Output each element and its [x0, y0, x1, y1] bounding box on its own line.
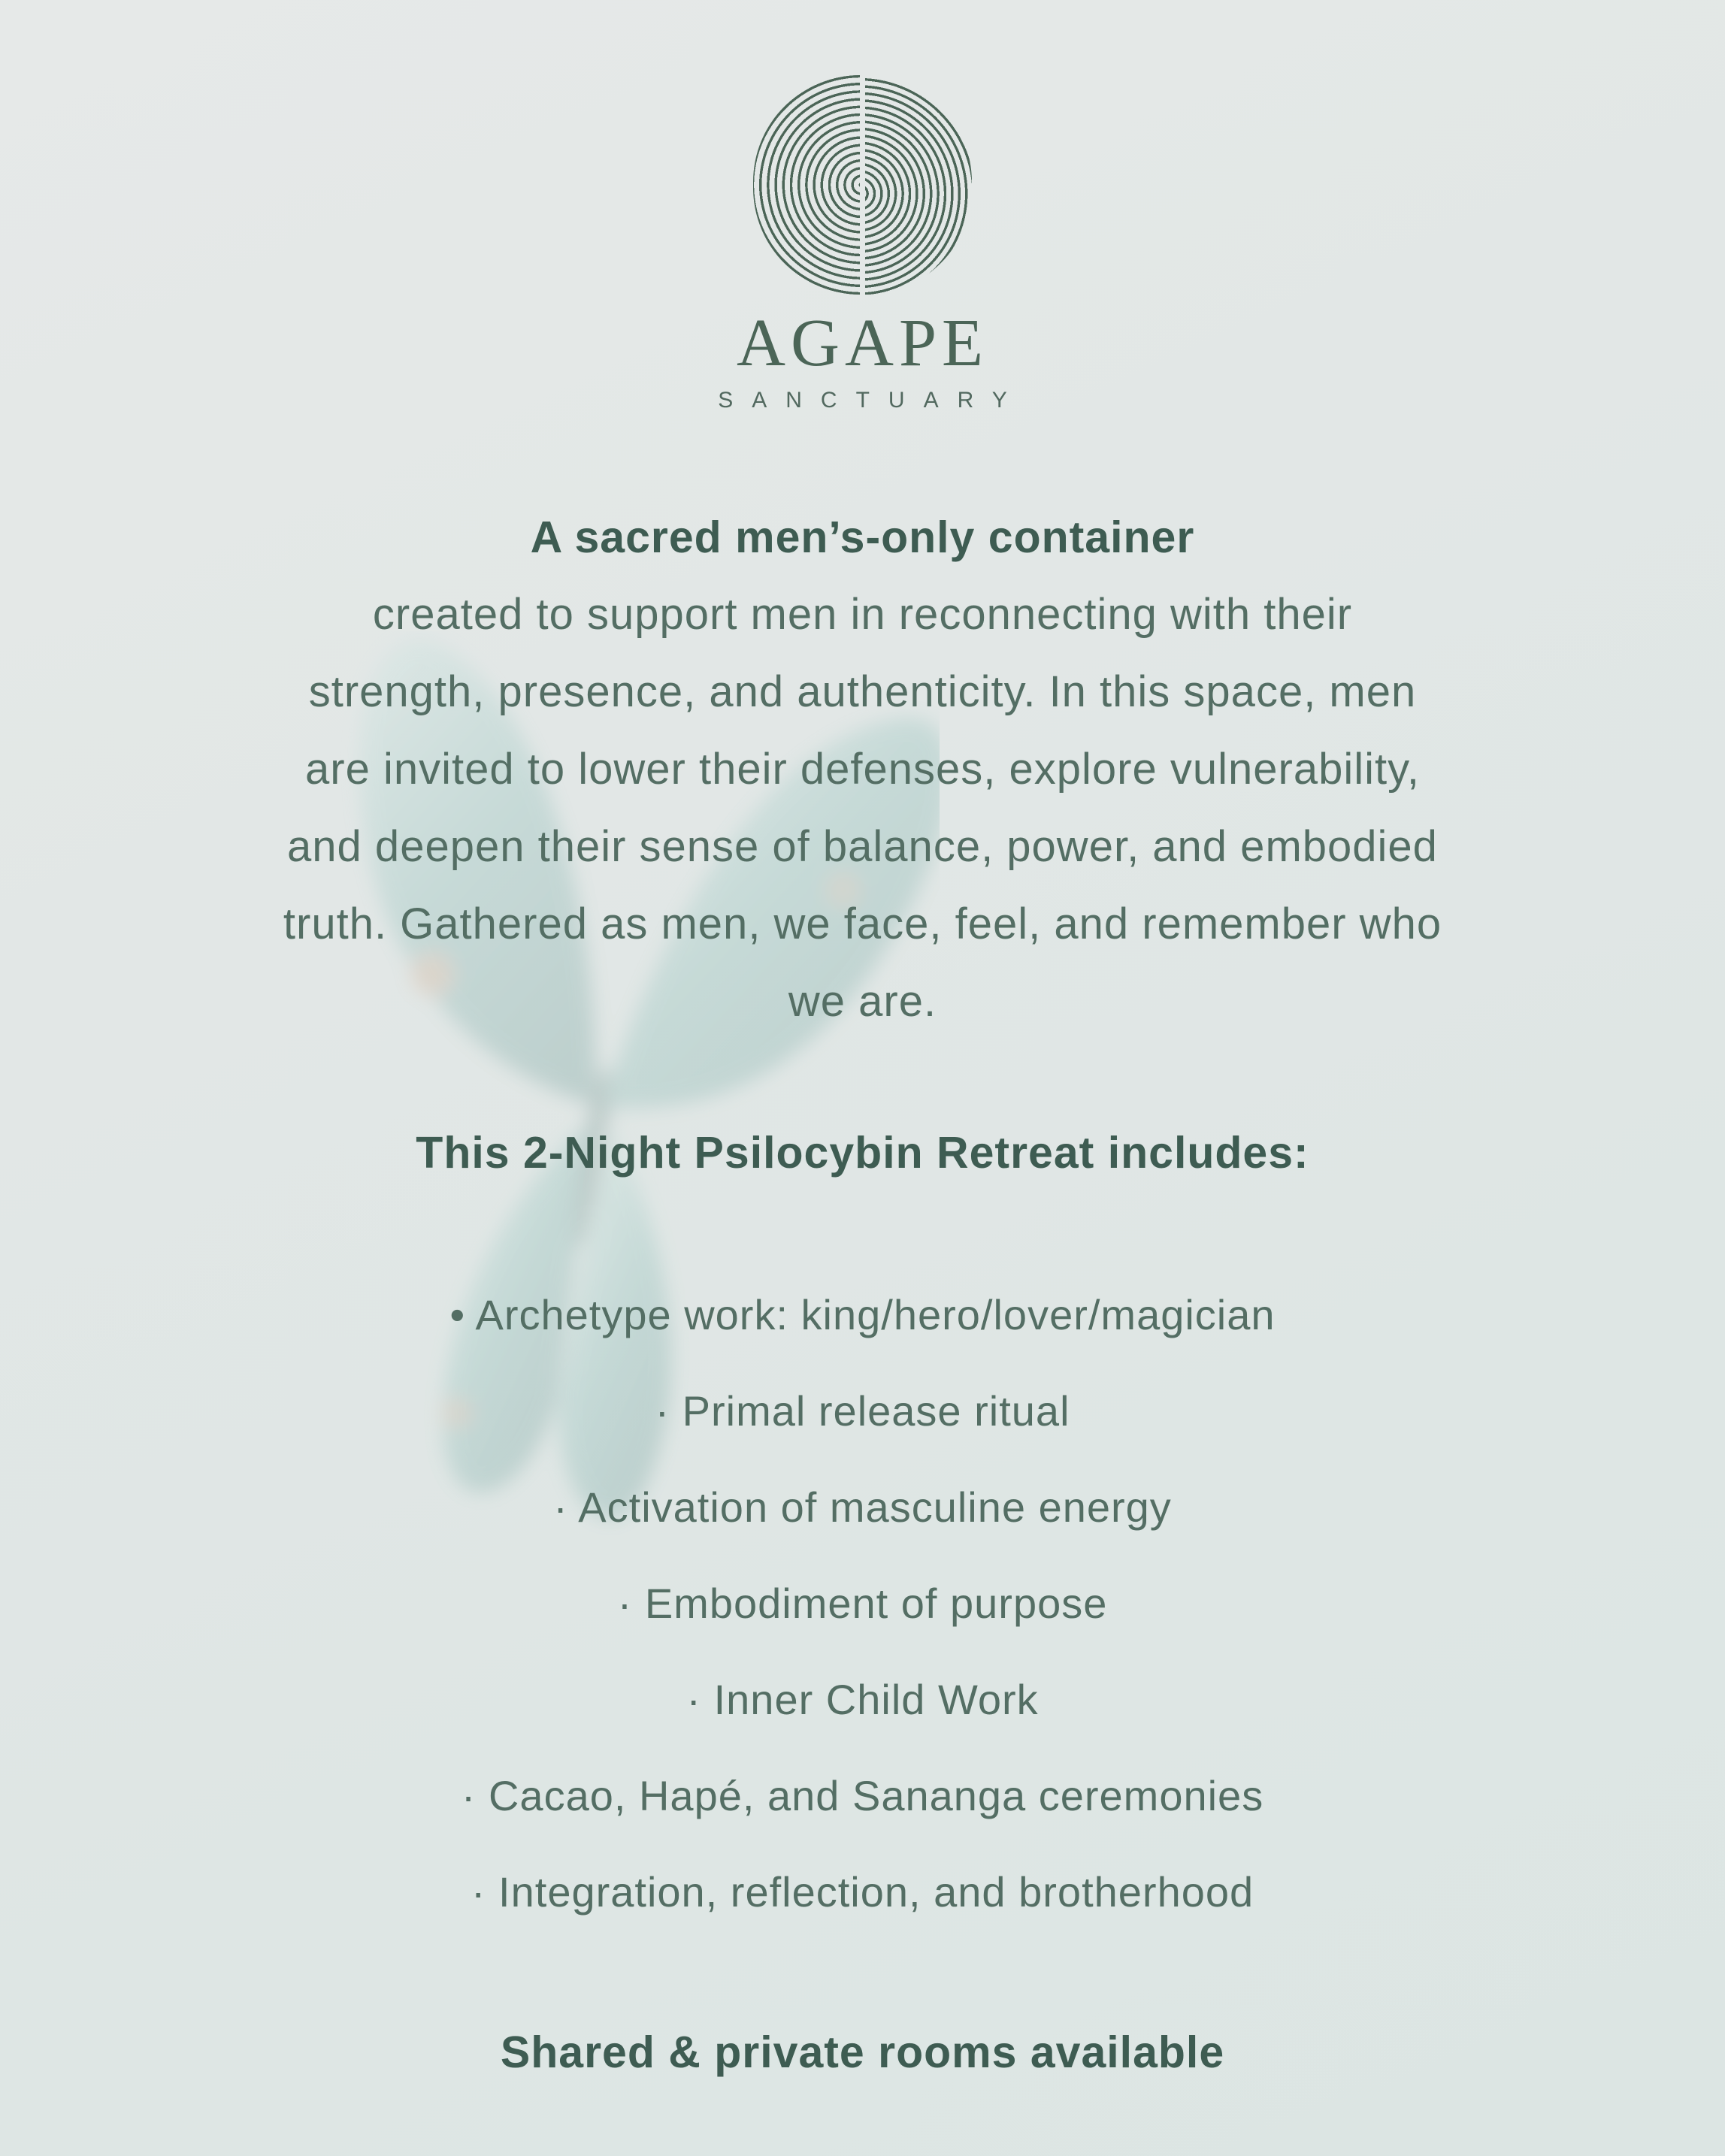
tree-rings-half-icon — [753, 75, 860, 295]
retreat-item: · Cacao, Hapé, and Sananga ceremonies — [461, 1772, 1264, 1819]
retreat-item: · Activation of masculine energy — [553, 1483, 1172, 1531]
retreat-item: · Primal release ritual — [655, 1387, 1070, 1435]
brand-header — [0, 75, 1725, 412]
retreat-items-list — [74, 1267, 1652, 1940]
intro-line: are invited to lower their defenses, explore vulnerability, — [305, 745, 1420, 794]
intro-line: created to support men in reconnecting with their — [372, 590, 1353, 639]
retreat-item: · Inner Child Work — [686, 1676, 1039, 1723]
intro-paragraph — [74, 576, 1652, 1040]
brand-name: AGAPE — [736, 306, 988, 380]
footer-note: Shared & private rooms available — [500, 2027, 1225, 2077]
retreat-item: · Embodiment of purpose — [617, 1580, 1108, 1627]
retreat-item: · Integration, reflection, and brotherhood — [471, 1868, 1254, 1916]
fingerprint-half-icon — [865, 75, 972, 295]
intro-line: truth. Gathered as men, we face, feel, and remember who — [283, 900, 1442, 948]
intro-line: strength, presence, and authenticity. In this space, men — [308, 667, 1417, 716]
retreat-heading: This 2-Night Psilocybin Retreat includes: — [416, 1128, 1309, 1178]
agape-logo — [753, 75, 973, 295]
brand-tagline: SANCTUARY — [718, 388, 1026, 413]
intro-line: we are. — [788, 977, 937, 1026]
intro-line: and deepen their sense of balance, power, and embodied — [287, 822, 1438, 871]
retreat-item: • Archetype work: king/hero/lover/magician — [449, 1291, 1276, 1338]
intro-heading: A sacred men’s-only container — [530, 513, 1195, 562]
